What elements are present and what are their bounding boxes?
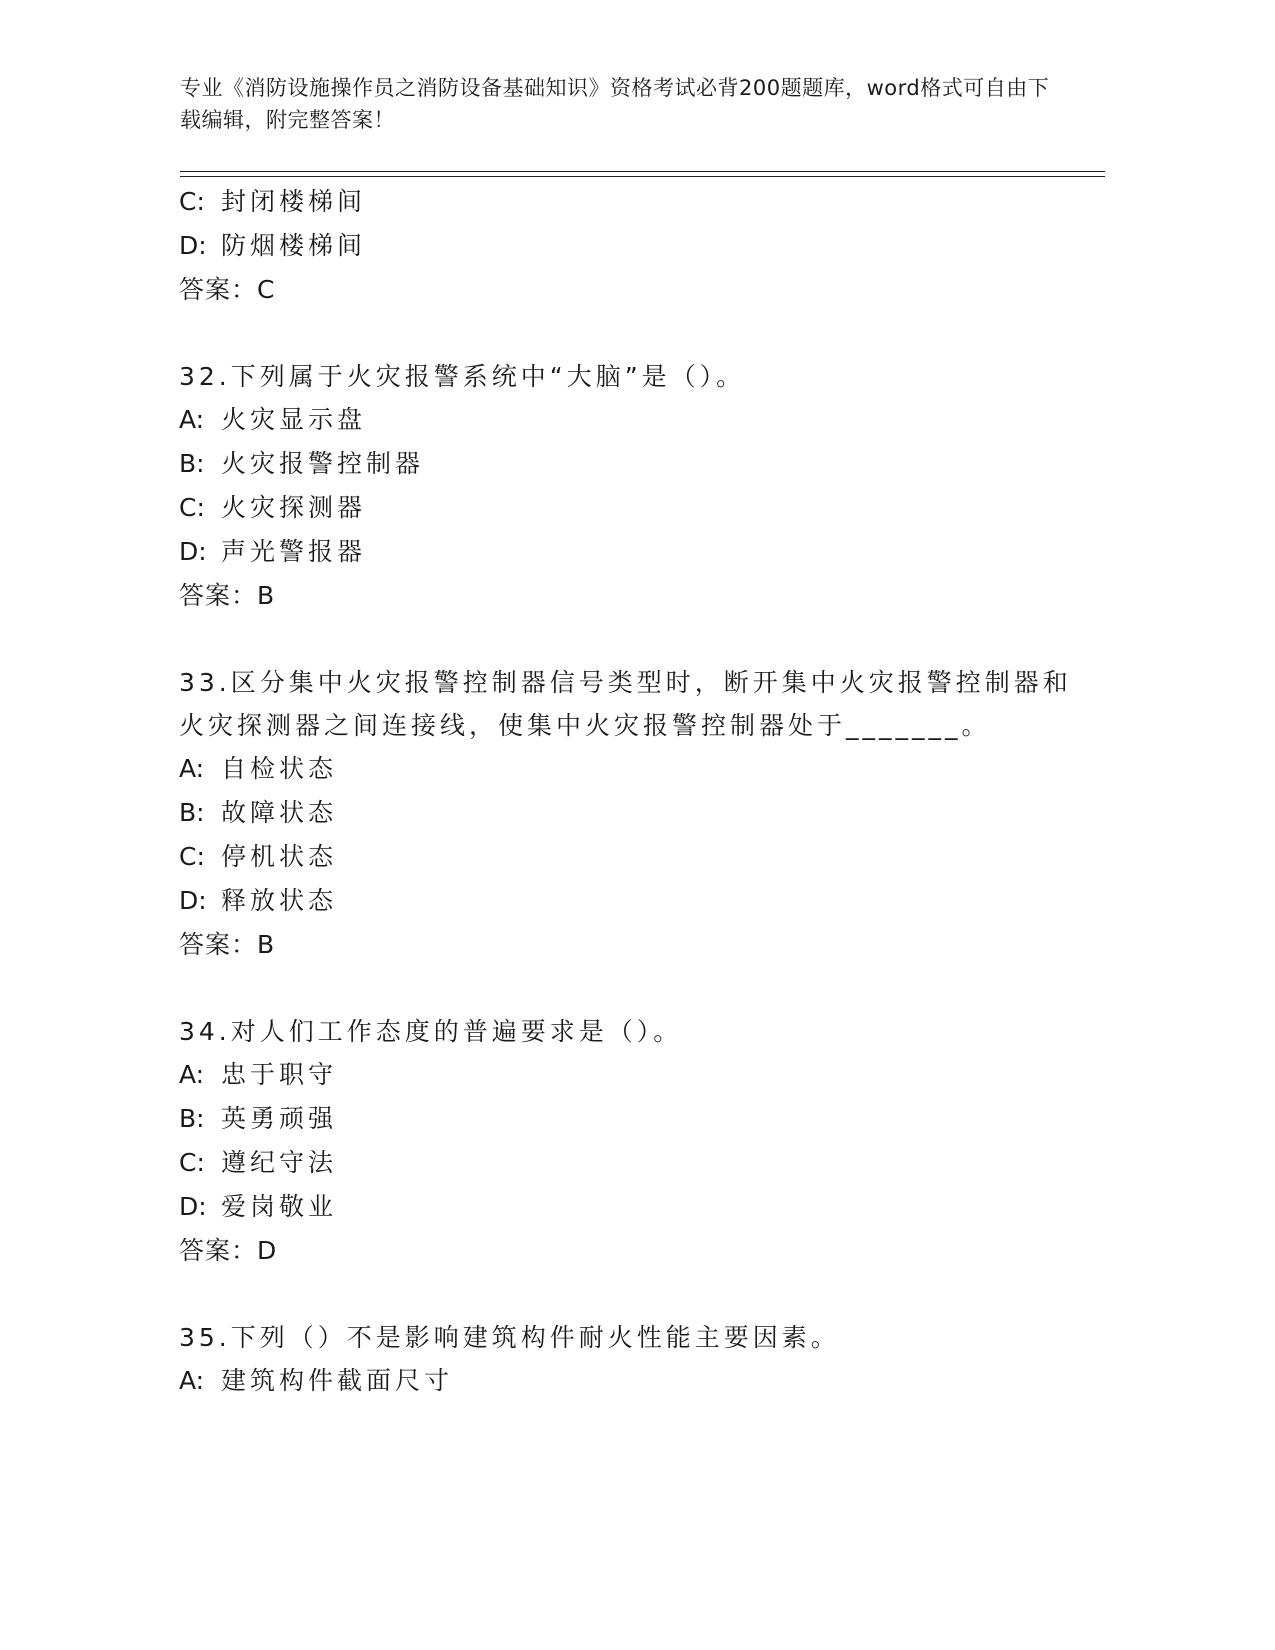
answer-line: 答案：B [179,581,276,610]
option-text: 建筑构件截面尺寸 [221,1366,454,1395]
option-text: 声光警报器 [221,537,367,566]
option-text: 停机状态 [221,842,338,871]
option-text: 防烟楼梯间 [221,231,367,260]
option-text: 释放状态 [221,886,338,915]
option-text: 英勇顽强 [221,1104,338,1133]
option-key: C: [179,187,205,216]
option-text: 火灾探测器 [221,493,367,522]
option-text: 遵纪守法 [221,1148,338,1177]
answer-line: 答案：C [179,275,276,304]
option-text: 封闭楼梯间 [221,187,367,216]
option-key: C: [179,1148,205,1177]
question-list [179,180,1109,1403]
option-key: D: [179,1192,207,1221]
option-line [179,180,1109,224]
question-stem: 35.下列（）不是影响建筑构件耐火性能主要因素。 [179,1323,840,1352]
header-divider-bottom [180,176,1105,177]
option-line [179,879,1109,923]
answer-line: 答案：B [179,930,276,959]
option-key: A: [179,1366,205,1395]
option-line [179,1097,1109,1141]
option-line [179,486,1109,530]
option-line [179,1141,1109,1185]
option-text: 火灾显示盘 [221,405,367,434]
option-key: A: [179,405,205,434]
option-line [179,791,1109,835]
option-text: 故障状态 [221,798,338,827]
option-key: B: [179,449,205,478]
option-line [179,224,1109,268]
option-text: 火灾报警控制器 [221,449,425,478]
option-text: 自检状态 [221,754,338,783]
option-key: A: [179,1060,205,1089]
option-text: 忠于职守 [221,1060,338,1089]
header-divider-top [180,171,1105,172]
answer-line: 答案：D [179,1236,278,1265]
option-key: B: [179,1104,205,1133]
option-line [179,398,1109,442]
document-header: 专业《消防设施操作员之消防设备基础知识》资格考试必背200题题库，word格式可自由下载编辑，附完整答案！ [180,76,1050,132]
question-stem: 33.区分集中火灾报警控制器信号类型时，断开集中火灾报警控制器和 [179,668,1072,697]
option-line [179,530,1109,574]
option-key: C: [179,493,205,522]
option-line [179,1053,1109,1097]
option-key: C: [179,842,205,871]
option-key: D: [179,537,207,566]
option-text: 爱岗敬业 [221,1192,338,1221]
option-key: D: [179,231,207,260]
question-stem: 34.对人们工作态度的普遍要求是（）。 [179,1017,683,1046]
question-stem: 32.下列属于火灾报警系统中“大脑”是（）。 [179,362,746,391]
option-key: D: [179,886,207,915]
question-stem: 火灾探测器之间连接线，使集中火灾报警控制器处于_______。 [179,711,991,740]
option-key: B: [179,798,205,827]
option-line [179,1359,1109,1403]
option-line [179,747,1109,791]
option-line [179,1185,1109,1229]
option-key: A: [179,754,205,783]
option-line [179,835,1109,879]
option-line [179,442,1109,486]
